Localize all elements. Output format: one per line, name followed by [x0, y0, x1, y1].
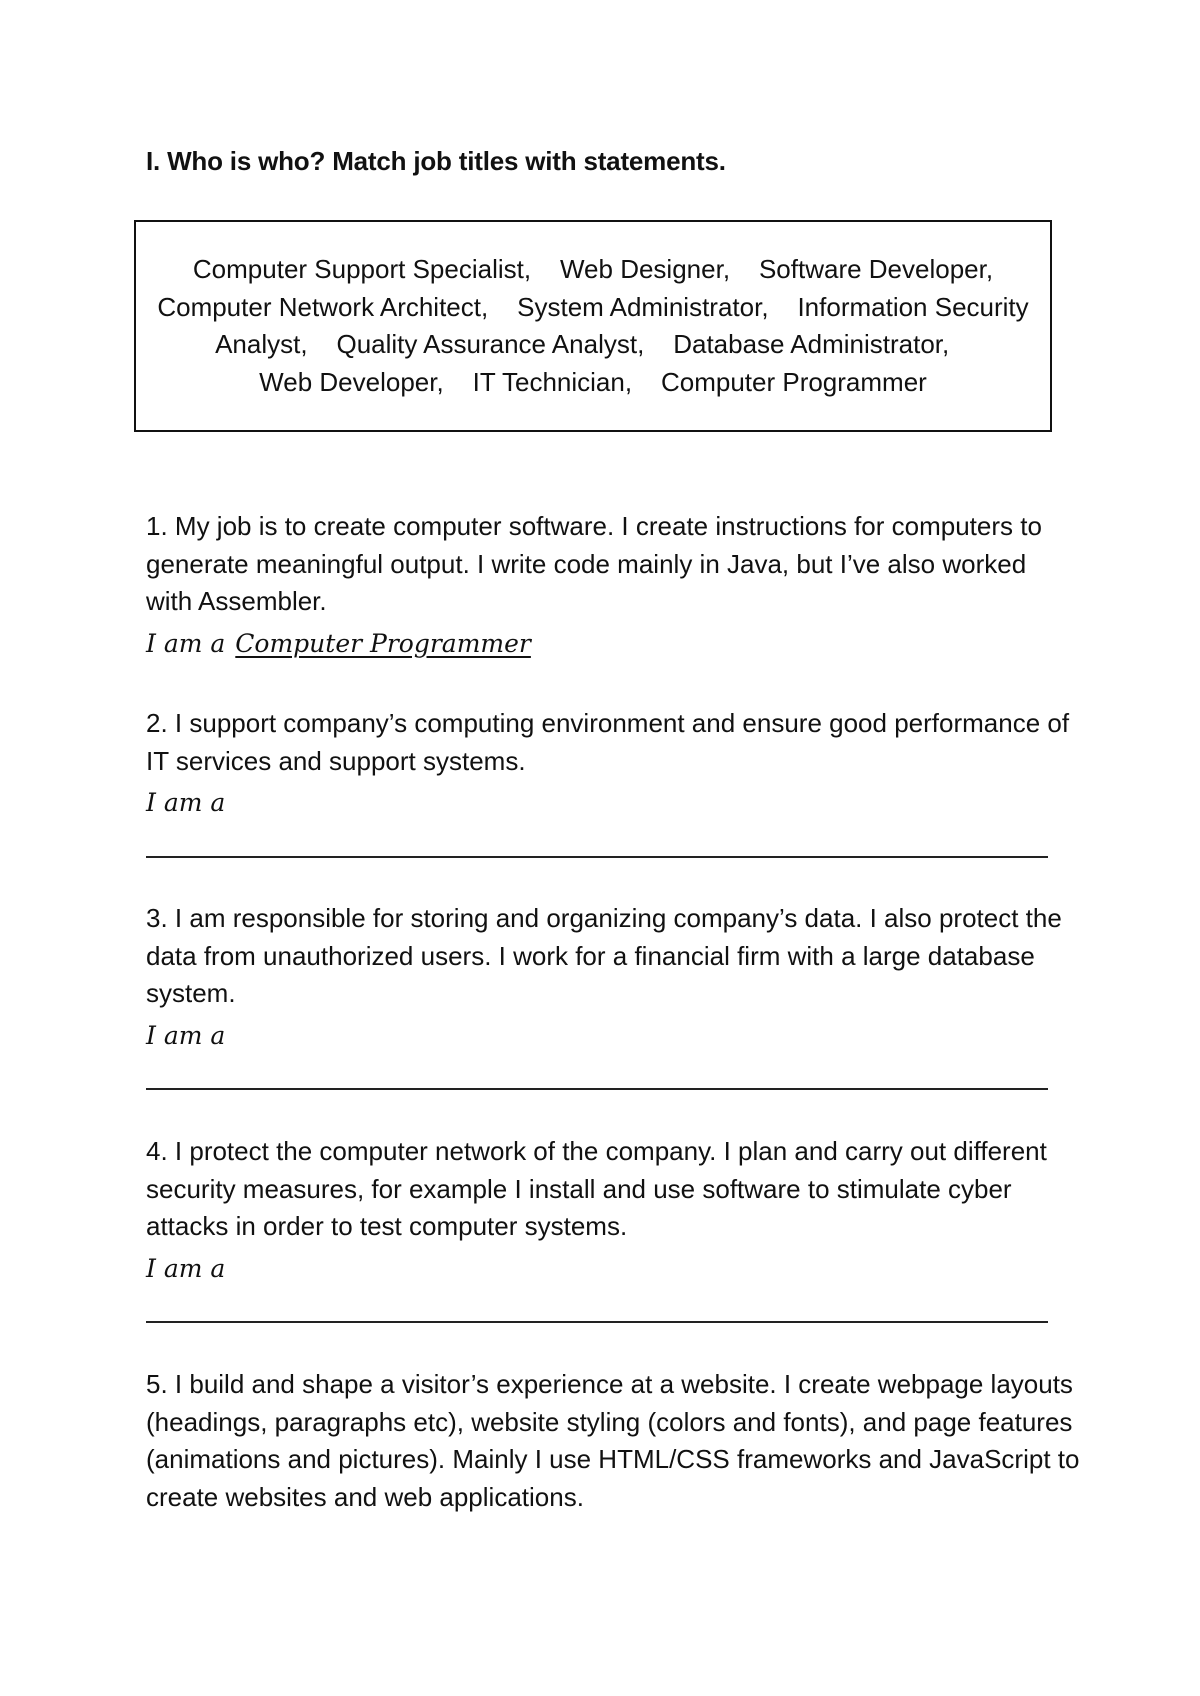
answer-prompt: I am a	[146, 788, 226, 817]
exercise-title: I. Who is who? Match job titles with statements.	[146, 146, 726, 176]
statement-item-3	[146, 900, 1076, 1055]
job-title: Computer Programmer	[660, 366, 927, 397]
job-title: Computer Support Specialist,	[192, 254, 532, 284]
statement-item-1	[146, 508, 1076, 663]
job-title: IT Technician,	[472, 366, 633, 397]
job-title: Database Administrator,	[673, 329, 950, 359]
statement-item-5	[146, 1366, 1096, 1516]
answer-prompt: I am a	[146, 1253, 226, 1283]
answer-row	[146, 629, 1076, 663]
answer-row	[146, 1254, 1076, 1288]
job-title: Information Security Analyst,	[215, 291, 1029, 359]
job-title: Web Developer,	[259, 366, 444, 397]
statement-text: 3. I am responsible for storing and organizing company’s data. I also protect the data from unauthorized users. I work for a financial firm with a large database system.	[146, 903, 1062, 1008]
statement-text: 2. I support company’s computing environment and ensure good performance of IT services and support systems.	[146, 708, 1070, 776]
answer-prompt: I am a	[146, 628, 226, 658]
statement-item-4	[146, 1133, 1076, 1288]
answer-row	[146, 1021, 1076, 1055]
answer-line[interactable]	[146, 1088, 1048, 1090]
statement-text: 1. My job is to create computer software. I create instructions for computers to generate meaningful output. I write code mainly in Java, but I’ve also worked with Assembler.	[146, 511, 1042, 616]
answer-line[interactable]	[146, 856, 1048, 858]
job-title: Quality Assurance Analyst,	[336, 329, 645, 359]
job-titles-list	[153, 251, 1033, 401]
job-title: System Administrator,	[517, 291, 769, 322]
statement-text: 5. I build and shape a visitor’s experience at a website. I create webpage layouts (headings, paragraphs etc), website styling (colors and fonts), and page features (animations and pictures). Mainly I use HTML/CSS frameworks and JavaScript to create websites and web applications.	[146, 1369, 1080, 1512]
job-title: Computer Network Architect,	[157, 291, 489, 322]
job-titles-box	[134, 220, 1052, 432]
answer-row	[146, 788, 1076, 822]
answer-line[interactable]	[146, 1321, 1048, 1323]
statement-item-2	[146, 705, 1076, 822]
statement-text: 4. I protect the computer network of the company. I plan and carry out different security measures, for example I install and use software to stimulate cyber attacks in order to test computer systems.	[146, 1136, 1047, 1241]
job-title: Software Developer,	[758, 254, 994, 284]
answer-prompt: I am a	[146, 1020, 226, 1050]
job-title: Web Designer,	[559, 254, 731, 284]
answer-filled[interactable]: Computer Programmer	[235, 628, 531, 658]
